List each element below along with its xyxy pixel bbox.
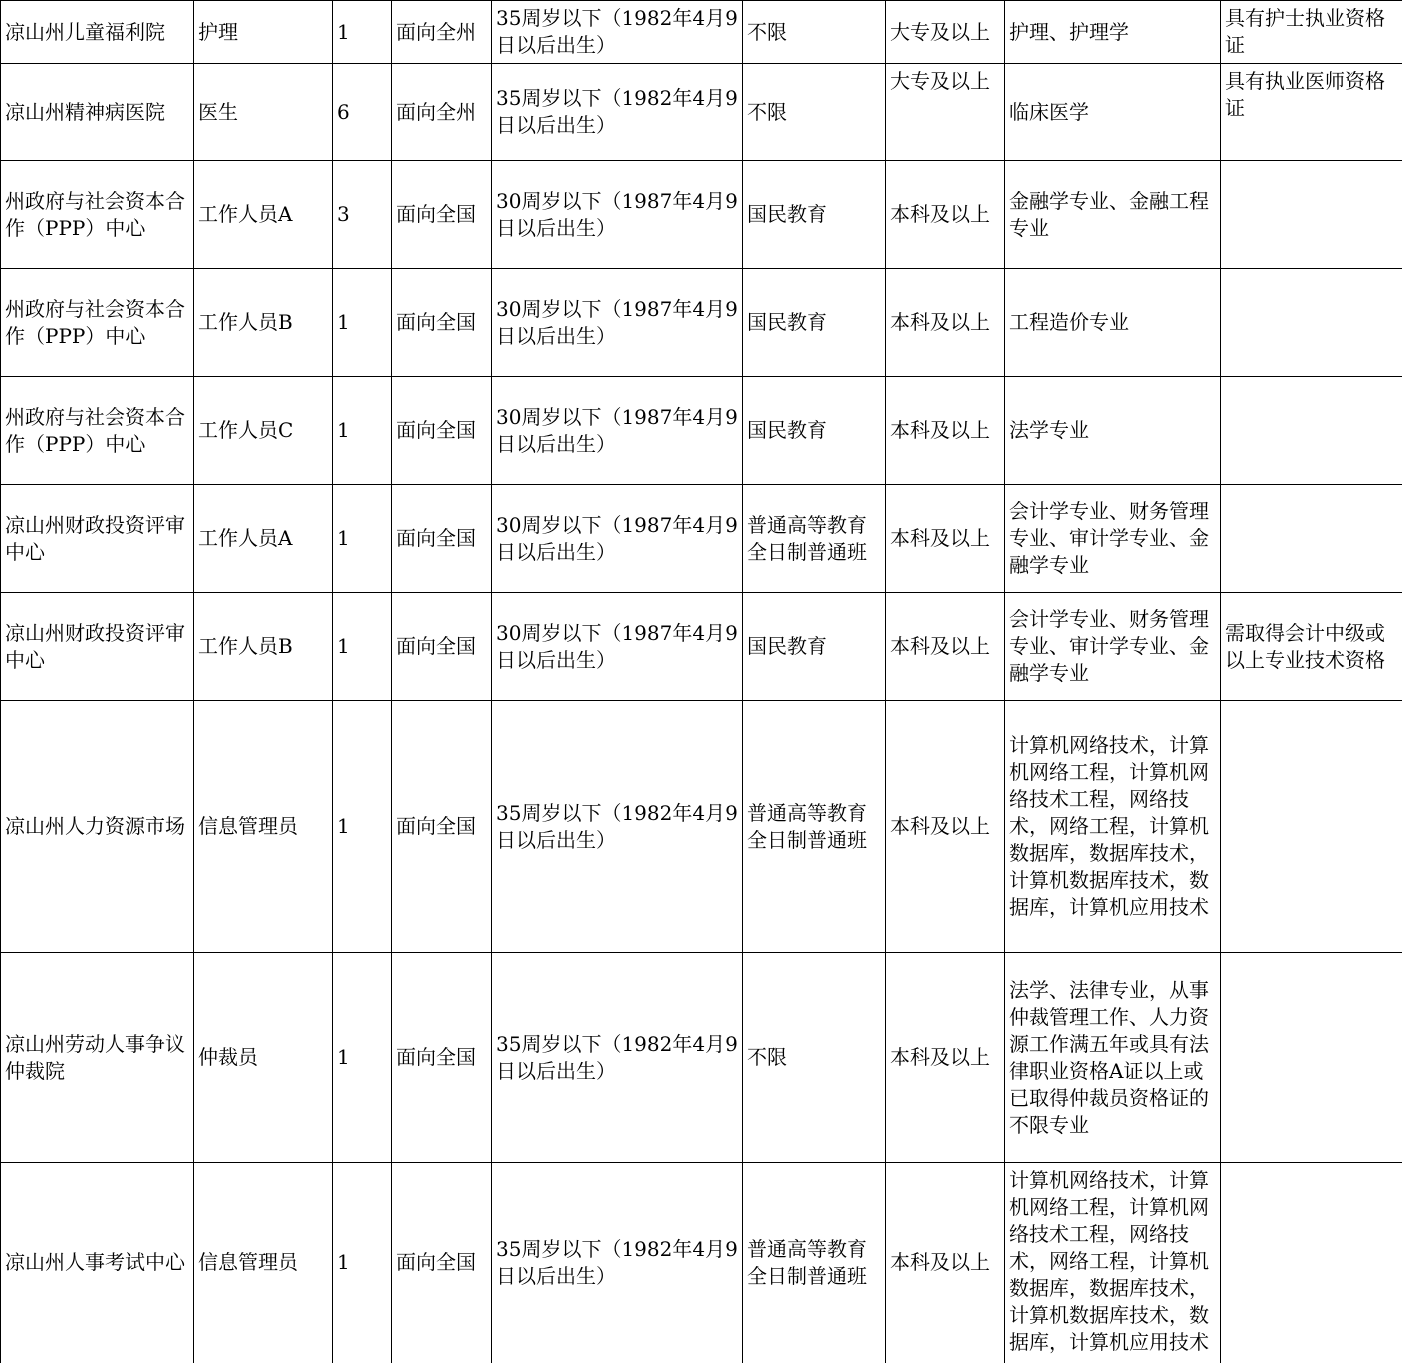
major-cell: 工程造价专业 [1005, 269, 1221, 377]
degree-cell: 本科及以上 [886, 485, 1005, 593]
edu-type-cell: 国民教育 [743, 161, 886, 269]
edu-type-cell: 国民教育 [743, 377, 886, 485]
major-cell: 金融学专业、金融工程专业 [1005, 161, 1221, 269]
count-cell: 1 [333, 953, 392, 1163]
major-cell: 法学专业 [1005, 377, 1221, 485]
other-cell [1221, 161, 1402, 269]
edu-type-cell: 普通高等教育全日制普通班 [743, 485, 886, 593]
degree-cell: 本科及以上 [886, 1163, 1005, 1363]
scope-cell: 面向全州 [392, 1, 492, 64]
table-row [1, 377, 1402, 485]
major-cell: 会计学专业、财务管理专业、审计学专业、金融学专业 [1005, 593, 1221, 701]
unit-cell: 凉山州精神病医院 [1, 64, 194, 161]
degree-cell: 本科及以上 [886, 593, 1005, 701]
degree-cell: 本科及以上 [886, 161, 1005, 269]
other-cell [1221, 269, 1402, 377]
major-cell: 法学、法律专业，从事仲裁管理工作、人力资源工作满五年或具有法律职业资格A证以上或已取得仲裁员资格证的不限专业 [1005, 953, 1221, 1163]
position-cell: 工作人员C [194, 377, 333, 485]
unit-cell: 凉山州劳动人事争议仲裁院 [1, 953, 194, 1163]
age-cell: 30周岁以下（1987年4月9日以后出生） [492, 485, 743, 593]
age-cell: 35周岁以下（1982年4月9日以后出生） [492, 701, 743, 953]
table-row [1, 593, 1402, 701]
table-row [1, 64, 1402, 161]
age-cell: 30周岁以下（1987年4月9日以后出生） [492, 161, 743, 269]
count-cell: 6 [333, 64, 392, 161]
unit-cell: 凉山州人事考试中心 [1, 1163, 194, 1363]
unit-cell: 州政府与社会资本合作（PPP）中心 [1, 161, 194, 269]
age-cell: 35周岁以下（1982年4月9日以后出生） [492, 1163, 743, 1363]
age-cell: 30周岁以下（1987年4月9日以后出生） [492, 377, 743, 485]
age-cell: 35周岁以下（1982年4月9日以后出生） [492, 953, 743, 1163]
table-row [1, 161, 1402, 269]
table-row [1, 1, 1402, 64]
unit-cell: 州政府与社会资本合作（PPP）中心 [1, 269, 194, 377]
other-cell [1221, 701, 1402, 953]
age-cell: 30周岁以下（1987年4月9日以后出生） [492, 269, 743, 377]
position-cell: 医生 [194, 64, 333, 161]
age-cell: 30周岁以下（1987年4月9日以后出生） [492, 593, 743, 701]
table-row [1, 269, 1402, 377]
degree-cell: 大专及以上 [886, 1, 1005, 64]
degree-cell: 本科及以上 [886, 701, 1005, 953]
other-cell: 具有护士执业资格证 [1221, 1, 1402, 64]
count-cell: 1 [333, 701, 392, 953]
major-cell: 护理、护理学 [1005, 1, 1221, 64]
count-cell: 1 [333, 593, 392, 701]
position-cell: 工作人员B [194, 593, 333, 701]
count-cell: 1 [333, 377, 392, 485]
age-cell: 35周岁以下（1982年4月9日以后出生） [492, 1, 743, 64]
edu-type-cell: 不限 [743, 64, 886, 161]
degree-cell: 本科及以上 [886, 953, 1005, 1163]
position-cell: 工作人员A [194, 161, 333, 269]
scope-cell: 面向全国 [392, 485, 492, 593]
count-cell: 3 [333, 161, 392, 269]
scope-cell: 面向全国 [392, 953, 492, 1163]
table-row [1, 1163, 1402, 1363]
unit-cell: 凉山州财政投资评审中心 [1, 593, 194, 701]
major-cell: 会计学专业、财务管理专业、审计学专业、金融学专业 [1005, 485, 1221, 593]
count-cell: 1 [333, 269, 392, 377]
other-cell [1221, 1163, 1402, 1363]
unit-cell: 凉山州儿童福利院 [1, 1, 194, 64]
position-cell: 护理 [194, 1, 333, 64]
position-cell: 信息管理员 [194, 1163, 333, 1363]
unit-cell: 凉山州财政投资评审中心 [1, 485, 194, 593]
scope-cell: 面向全州 [392, 64, 492, 161]
edu-type-cell: 不限 [743, 953, 886, 1163]
table-row [1, 701, 1402, 953]
edu-type-cell: 国民教育 [743, 593, 886, 701]
scope-cell: 面向全国 [392, 1163, 492, 1363]
scope-cell: 面向全国 [392, 701, 492, 953]
edu-type-cell: 不限 [743, 1, 886, 64]
unit-cell: 州政府与社会资本合作（PPP）中心 [1, 377, 194, 485]
scope-cell: 面向全国 [392, 377, 492, 485]
other-cell [1221, 953, 1402, 1163]
count-cell: 1 [333, 485, 392, 593]
count-cell: 1 [333, 1163, 392, 1363]
edu-type-cell: 普通高等教育全日制普通班 [743, 1163, 886, 1363]
other-cell: 需取得会计中级或以上专业技术资格 [1221, 593, 1402, 701]
scope-cell: 面向全国 [392, 269, 492, 377]
major-cell: 临床医学 [1005, 64, 1221, 161]
degree-cell: 本科及以上 [886, 377, 1005, 485]
major-cell: 计算机网络技术，计算机网络工程，计算机网络技术工程，网络技术，网络工程，计算机数据库，数据库技术，计算机数据库技术，数据库，计算机应用技术 [1005, 701, 1221, 953]
degree-cell: 大专及以上 [886, 64, 1005, 161]
other-cell [1221, 485, 1402, 593]
table-row [1, 953, 1402, 1163]
count-cell: 1 [333, 1, 392, 64]
degree-cell: 本科及以上 [886, 269, 1005, 377]
scope-cell: 面向全国 [392, 161, 492, 269]
unit-cell: 凉山州人力资源市场 [1, 701, 194, 953]
age-cell: 35周岁以下（1982年4月9日以后出生） [492, 64, 743, 161]
position-cell: 工作人员A [194, 485, 333, 593]
position-cell: 信息管理员 [194, 701, 333, 953]
edu-type-cell: 普通高等教育全日制普通班 [743, 701, 886, 953]
scope-cell: 面向全国 [392, 593, 492, 701]
position-cell: 工作人员B [194, 269, 333, 377]
major-cell: 计算机网络技术，计算机网络工程，计算机网络技术工程，网络技术，网络工程，计算机数据库，数据库技术，计算机数据库技术，数据库，计算机应用技术 [1005, 1163, 1221, 1363]
edu-type-cell: 国民教育 [743, 269, 886, 377]
table-row [1, 485, 1402, 593]
other-cell [1221, 377, 1402, 485]
other-cell: 具有执业医师资格证 [1221, 64, 1402, 161]
position-cell: 仲裁员 [194, 953, 333, 1163]
